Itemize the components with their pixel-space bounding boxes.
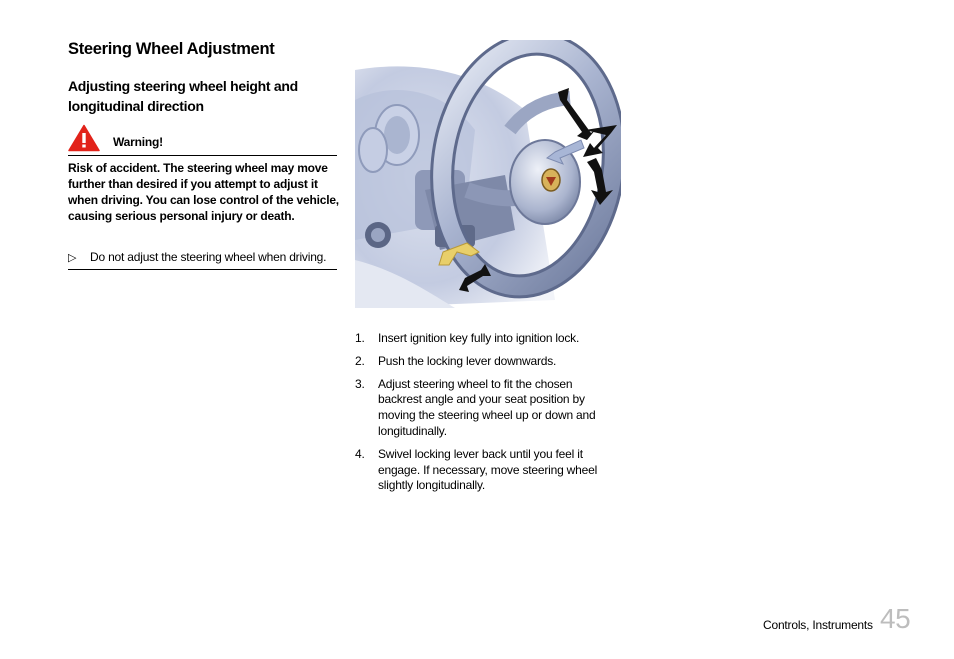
step-number: 1. [355,331,365,345]
step-number: 4. [355,446,365,461]
warning-top-divider [68,155,337,156]
step-text: Adjust steering wheel to fit the chosen backrest angle and your seat position by moving the steering wheel up or down and longitudinally. [378,376,596,438]
warning-bottom-divider [68,269,337,270]
step-number: 3. [355,376,365,391]
page-number: 45 [880,603,911,634]
step-text: Swivel locking lever back until you feel it engage. If necessary, move steering wheel slightly longitudinally. [378,446,598,493]
footer-section-name: Controls, Instruments [763,618,873,632]
step-number: 2. [355,353,365,368]
instruction-steps [355,331,615,501]
warning-text: Risk of accident. The steering wheel may move further than desired if you attempt to adjust it when driving. You can lose control of the vehicle, causing serious personal injury or death. [68,161,339,223]
steering-wheel-illustration [355,40,621,308]
instruction-text: Do not adjust the steering wheel when driving. [90,250,327,264]
warning-label: Warning! [113,135,163,149]
step-text: Insert ignition key fully into ignition lock. [378,331,580,345]
list-item [355,377,615,440]
step-text: Push the locking lever downwards. [378,353,557,368]
triangle-bullet-icon: ▷ [68,252,77,264]
list-item [355,354,615,370]
list-item [355,447,615,494]
warning-triangle-icon [68,124,100,152]
warning-instruction [68,249,340,266]
list-item [355,331,615,347]
section-subtitle: Adjusting steering wheel height and longitudinal direction [68,78,298,114]
page-title: Steering Wheel Adjustment [68,40,275,58]
